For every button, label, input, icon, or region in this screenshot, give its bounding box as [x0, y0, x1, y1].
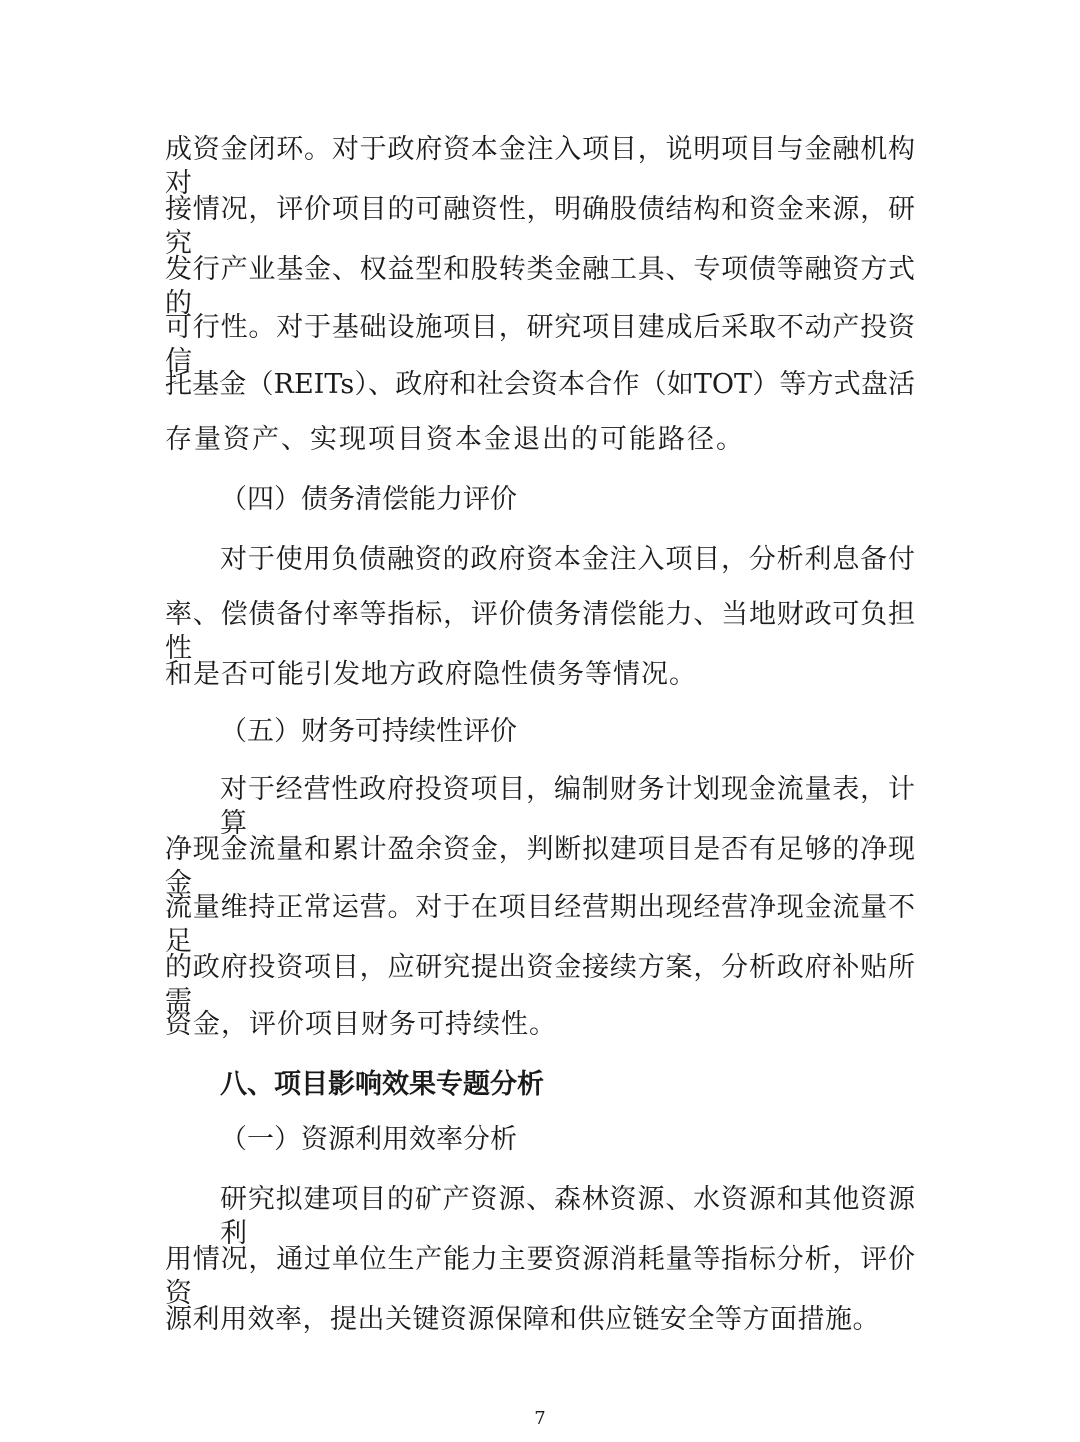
paragraph-line: 研究拟建项目的矿产资源、森林资源、水资源和其他资源利 [220, 1184, 915, 1249]
paragraph-line: 资金，评价项目财务可持续性。 [165, 1009, 557, 1040]
paragraph-line: 可行性。对于基础设施项目，研究项目建成后采取不动产投资信 [165, 312, 915, 377]
paragraph-line: 净现金流量和累计盈余资金，判断拟建项目是否有足够的净现金 [165, 834, 915, 899]
paragraph-line: 流量维持正常运营。对于在项目经营期出现经营净现金流量不足 [165, 892, 915, 957]
paragraph-line: 发行产业基金、权益型和股转类金融工具、专项债等融资方式的 [165, 254, 915, 319]
paragraph-line: 对于经营性政府投资项目，编制财务计划现金流量表，计算 [220, 774, 915, 839]
page-number: 7 [534, 1408, 546, 1429]
paragraph-line: 率、偿债备付率等指标，评价债务清偿能力、当地财政可负担性 [165, 599, 915, 664]
section-heading: （五）财务可持续性评价 [220, 716, 517, 747]
paragraph-line: 用情况，通过单位生产能力主要资源消耗量等指标分析，评价资 [165, 1244, 915, 1309]
section-heading: （四）债务清偿能力评价 [220, 484, 517, 515]
chapter-heading: 八、项目影响效果专题分析 [220, 1069, 544, 1100]
paragraph-line: 对于使用负债融资的政府资本金注入项目，分析利息备付 [220, 544, 915, 575]
paragraph-line: 和是否可能引发地方政府隐性债务等情况。 [165, 659, 697, 690]
section-heading: （一）资源利用效率分析 [220, 1124, 517, 1155]
paragraph-line: 源利用效率，提出关键资源保障和供应链安全等方面措施。 [165, 1304, 880, 1335]
paragraph-line: 接情况，评价项目的可融资性，明确股债结构和资金来源，研究 [165, 194, 915, 259]
paragraph-line: 的政府投资项目，应研究提出资金接续方案，分析政府补贴所需 [165, 952, 915, 1017]
paragraph-line: 存量资产、实现项目资本金退出的可能路径。 [165, 424, 745, 455]
paragraph-line: 成资金闭环。对于政府资本金注入项目，说明项目与金融机构对 [165, 134, 915, 199]
paragraph-line: 托基金（REITs）、政府和社会资本合作（如TOT）等方式盘活 [165, 369, 915, 400]
